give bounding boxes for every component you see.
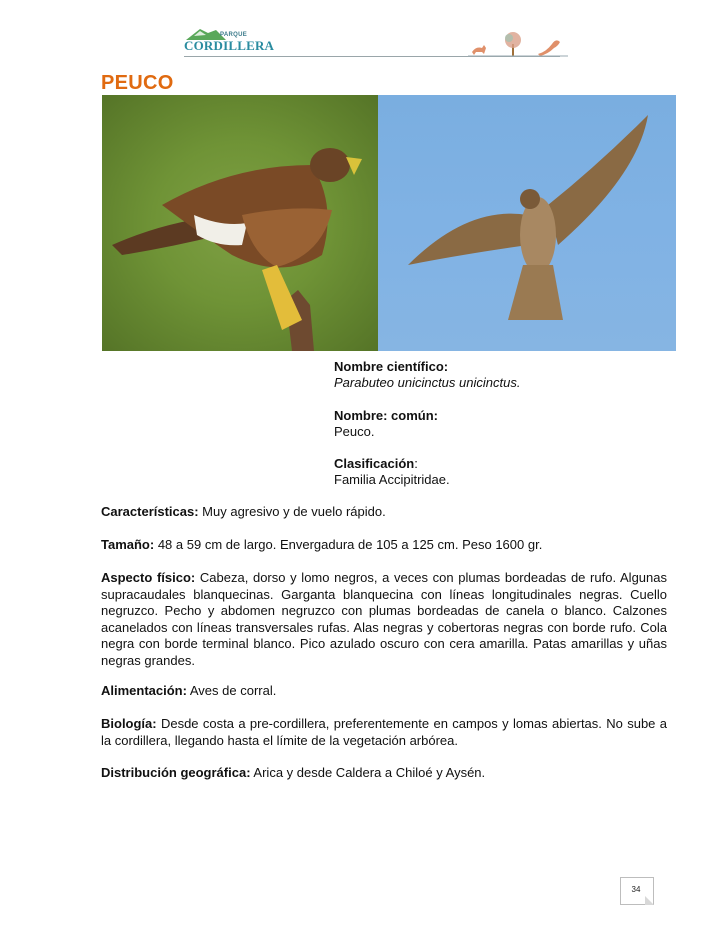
distribucion-text: Arica y desde Caldera a Chiloé y Aysén. — [250, 765, 486, 780]
biologia-label: Biología: — [101, 716, 157, 731]
tamano-paragraph — [101, 537, 667, 554]
classification-block — [334, 456, 450, 488]
scientific-name-value: Parabuteo unicinctus unicinctus. — [334, 375, 521, 390]
classification-colon: : — [414, 456, 418, 471]
logo-main-text: CORDILLERA — [184, 38, 275, 53]
aspecto-text: Cabeza, dorso y lomo negros, a veces con plumas bordeadas de rufo. Algunas supracaudales blanquecinas. Garganta blanquecina con líneas longitudinales negras. Cuello negruzco. Pecho y abdomen negruzco con plumas bordeadas de canela o blanco. Calzones acanelados con líneas transversales rufas. Alas negras y cobertoras negras con borde rufo. Cola negra con borde terminal blanco. Pico azulado oscuro con cera amarilla. Patas amarillas y uñas negras grandes. — [101, 570, 667, 668]
perched-hawk-photo — [102, 95, 378, 351]
logo-small-text: PARQUE — [220, 32, 248, 38]
tamano-label: Tamaño: — [101, 537, 155, 552]
flying-hawk-photo — [378, 95, 676, 351]
parque-cordillera-logo — [184, 27, 275, 57]
page-number-badge — [620, 877, 654, 905]
scientific-name-block — [334, 359, 520, 391]
aspecto-paragraph — [101, 570, 667, 669]
tamano-text: 48 a 59 cm de largo. Envergadura de 105 a 125 cm. Peso 1600 gr. — [154, 537, 543, 552]
page-header — [0, 0, 720, 70]
distribucion-label: Distribución geográfica: — [101, 765, 251, 780]
caracteristicas-paragraph — [101, 504, 667, 521]
common-name-label: Nombre: común: — [334, 408, 438, 423]
caracteristicas-text: Muy agresivo y de vuelo rápido. — [198, 504, 386, 519]
wildlife-decoration-icon — [468, 28, 568, 58]
scientific-name-label: Nombre científico: — [334, 359, 449, 374]
alimentacion-text: Aves de corral. — [186, 683, 277, 698]
caracteristicas-label: Características: — [101, 504, 199, 519]
classification-label: Clasificación — [334, 456, 415, 471]
biologia-text: Desde costa a pre-cordillera, preferentemente en campos y lomas abiertas. No sube a la cordillera, llegando hasta el límite de la vegetación arbórea. — [101, 716, 667, 748]
classification-value: Familia Accipitridae. — [334, 472, 450, 487]
page-number: 34 — [631, 885, 641, 894]
aspecto-label: Aspecto físico: — [101, 570, 196, 585]
biologia-paragraph — [101, 716, 667, 749]
common-name-block — [334, 408, 438, 440]
common-name-value: Peuco. — [334, 424, 375, 439]
page-curl-icon — [645, 896, 654, 905]
species-title: PEUCO — [101, 72, 174, 94]
alimentacion-label: Alimentación: — [101, 683, 187, 698]
distribucion-paragraph — [101, 765, 667, 782]
alimentacion-paragraph — [101, 683, 667, 700]
